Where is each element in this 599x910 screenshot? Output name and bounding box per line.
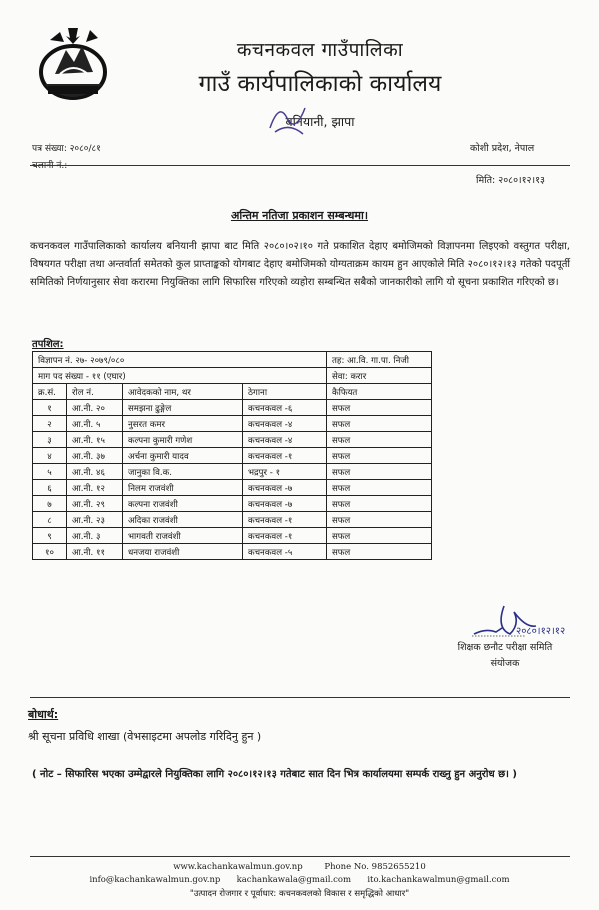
cell-remarks: सफल xyxy=(327,512,432,528)
footer-email-ito[interactable]: ito.kachankawalmun@gmail.com xyxy=(367,875,510,885)
reference-number: पत्र संख्या: २०८०/८१ xyxy=(32,144,101,154)
cell-address: कचनकवल -४ xyxy=(243,432,327,448)
province: कोशी प्रदेश, नेपाल xyxy=(470,143,535,154)
cell-remarks: सफल xyxy=(327,464,432,480)
table-row xyxy=(33,480,432,496)
cell-address: भद्रपुर - १ xyxy=(243,464,327,480)
cell-name: धनजया राजवंशी xyxy=(123,544,243,560)
cell-serial: ७ xyxy=(33,496,67,512)
cell-address: कचनकवल -१ xyxy=(243,512,327,528)
cell-roll: आ.नी. १२ xyxy=(67,480,123,496)
service-type: सेवा: करार xyxy=(327,368,432,384)
cell-remarks: सफल xyxy=(327,400,432,416)
cell-serial: ५ xyxy=(33,464,67,480)
cell-roll: आ.नी. ११ xyxy=(67,544,123,560)
cell-name: नुसरत कमर xyxy=(123,416,243,432)
cell-roll: आ.नी. १५ xyxy=(67,432,123,448)
signature-scribble-icon xyxy=(265,98,311,138)
footer-website[interactable]: www.kachankawalmun.gov.np xyxy=(173,862,303,872)
table-row xyxy=(33,416,432,432)
cell-name: भागवती राजवंशी xyxy=(123,528,243,544)
table-row xyxy=(33,448,432,464)
cell-name: कल्पना कुमारी गणेश xyxy=(123,432,243,448)
table-header-row xyxy=(33,384,432,400)
table-row xyxy=(33,464,432,480)
table-row xyxy=(33,544,432,560)
table-row xyxy=(33,496,432,512)
cell-serial: ४ xyxy=(33,448,67,464)
municipality-name: कचनकवल गाउँपालिका xyxy=(236,39,404,61)
details-label: तपशिल: xyxy=(32,339,64,350)
signature-icon xyxy=(466,598,576,642)
cell-address: कचनकवल -१ xyxy=(243,528,327,544)
nepal-emblem-icon xyxy=(30,22,116,108)
cell-serial: ३ xyxy=(33,432,67,448)
cell-roll: आ.नी. २३ xyxy=(67,512,123,528)
cell-serial: १० xyxy=(33,544,67,560)
cell-roll: आ.नी. ५ xyxy=(67,416,123,432)
cc-item: श्री सूचना प्रविधि शाखा (वेभसाइटमा अपलोड गरिदिनु हुन ) xyxy=(28,730,262,743)
notice-paragraph: कचनकवल गाउँपालिकाको कार्यालय बनियानी झापा बाट मिति २०८०।०२।१० गते प्रकाशित देहाए बमोजिमको विज्ञापनमा लिइएको वस्तुगत परीक्षा, विषयगत परीक्षा तथा अन्तर्वार्ता समेतको कुल प्राप्ताङ्कको योगबाट देहाए बमोजिमको योग्यताक्रम कायम हुन आएकोले मिति २०८०।१२।१३ गतेको पदपूर्ती समितिको निर्णयानुसार सेवा करारमा नियुक्तिका लागि सिफारिस गरिएको व्यहोरा सम्बन्धित सबैको जानकारीको लागि यो सूचना प्रकाशित गरिएको छ। xyxy=(30,241,570,288)
cell-address: कचनकवल -१ xyxy=(243,448,327,464)
cell-serial: १ xyxy=(33,400,67,416)
header-serial: क्र.सं. xyxy=(33,384,67,400)
result-table xyxy=(32,351,432,560)
cell-name: जानुका वि.क. xyxy=(123,464,243,480)
footer-email-gmail[interactable]: kachankawala@gmail.com xyxy=(236,875,352,885)
cell-roll: आ.नी. २९ xyxy=(67,496,123,512)
table-row xyxy=(33,400,432,416)
table-row xyxy=(33,432,432,448)
signatory-block xyxy=(430,640,580,672)
advertisement-number: विज्ञापन नं. २७- २०७९/०८० xyxy=(33,352,327,368)
footer-email-info[interactable]: info@kachankawalmun.gov.np xyxy=(89,875,221,885)
cell-remarks: सफल xyxy=(327,432,432,448)
cell-remarks: सफल xyxy=(327,496,432,512)
header-address: ठेगाना xyxy=(243,384,327,400)
handwritten-date: २०८०।१२।१२ xyxy=(516,626,566,637)
cell-name: अर्चना कुमारी यादव xyxy=(123,448,243,464)
cell-remarks: सफल xyxy=(327,448,432,464)
cell-serial: २ xyxy=(33,416,67,432)
cell-name: कल्पना राजवंशी xyxy=(123,496,243,512)
cell-serial: ६ xyxy=(33,480,67,496)
cell-serial: ९ xyxy=(33,528,67,544)
header-name: आवेदकको नाम, थर xyxy=(123,384,243,400)
cell-remarks: सफल xyxy=(327,528,432,544)
header-remarks: कैफियत xyxy=(327,384,432,400)
office-address: बनियानी, झापा xyxy=(285,114,355,129)
cell-address: कचनकवल -४ xyxy=(243,416,327,432)
cell-serial: ८ xyxy=(33,512,67,528)
cell-roll: आ.नी. ३७ xyxy=(67,448,123,464)
table-row xyxy=(33,528,432,544)
cell-address: कचनकवल -७ xyxy=(243,480,327,496)
cell-remarks: सफल xyxy=(327,544,432,560)
footer-phone: Phone No. 9852655210 xyxy=(324,862,426,872)
cell-remarks: सफल xyxy=(327,416,432,432)
signatory-committee: शिक्षक छनौट परीक्षा समिति xyxy=(457,642,553,653)
cell-address: कचनकवल -७ xyxy=(243,496,327,512)
footer-line-1 xyxy=(0,862,599,872)
cell-roll: आ.नी. २० xyxy=(67,400,123,416)
footer-line-2 xyxy=(0,875,599,885)
table-row xyxy=(33,512,432,528)
dispatch-number: चलानी नं.: xyxy=(32,161,68,171)
footer-divider xyxy=(30,856,570,857)
cell-name: अदिका राजवंशी xyxy=(123,512,243,528)
subject: अन्तिम नतिजा प्रकाशन सम्बन्धमा। xyxy=(230,209,369,222)
cell-remarks: सफल xyxy=(327,480,432,496)
cell-name: समझना ढुङ्गेल xyxy=(123,400,243,416)
office-name: गाउँ कार्यपालिकाको कार्यालय xyxy=(198,71,442,97)
footer-slogan: "उत्पादन रोजगार र पूर्वाधार: कचनकवलको विकास र समृद्धिको आधार" xyxy=(189,889,410,899)
posts-demanded: माग पद संख्या - ११ (एघार) xyxy=(33,368,327,384)
cell-name: निलम राजवंशी xyxy=(123,480,243,496)
header-divider xyxy=(30,165,570,166)
issue-date: मिति: २०८०।१२।१३ xyxy=(476,175,545,186)
cell-address: कचनकवल -५ xyxy=(243,544,327,560)
note: ( नोट – सिफारिस भएका उम्मेद्वारले नियुक्तिका लागि २०८०।१२।१३ गतेबाट सात दिन भित्र कार्यालयमा सम्पर्क राख्नु हुन अनुरोध छ। ) xyxy=(32,769,517,780)
cell-roll: आ.नी. ३ xyxy=(67,528,123,544)
signature-divider xyxy=(30,697,570,698)
cell-roll: आ.नी. ४६ xyxy=(67,464,123,480)
level: तह: आ.वि. गा.पा. निजी xyxy=(327,352,432,368)
cc-label: बोधार्थ: xyxy=(28,708,59,721)
signatory-title: संयोजक xyxy=(490,658,520,669)
cell-address: कचनकवल -६ xyxy=(243,400,327,416)
header-roll: रोल नं. xyxy=(67,384,123,400)
